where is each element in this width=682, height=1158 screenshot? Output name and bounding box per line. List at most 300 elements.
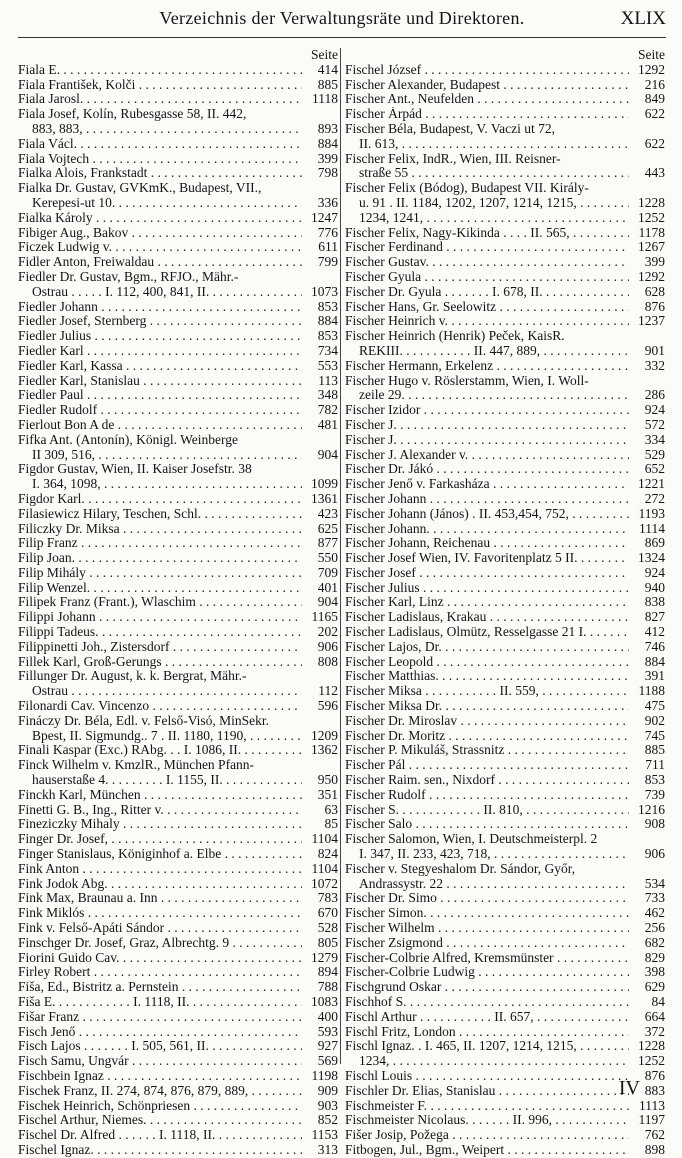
column-divider: [340, 48, 341, 1064]
entry-page: 906: [644, 847, 665, 862]
index-entry: [18, 1039, 338, 1054]
entry-page: 1073: [311, 284, 338, 299]
entry-page: 906: [317, 639, 338, 654]
entry-name: Fiša E. . . . . . . . . . . . I. 1118, II. . . .: [18, 995, 302, 1010]
entry-name: Fiala Václ. . . .: [18, 137, 302, 152]
entry-name: Fibiger Aug., Bakov . . .: [18, 226, 302, 241]
entry-page: 924: [644, 565, 665, 580]
entry-name: zeile 29. . . .: [359, 388, 629, 403]
entry-page: 903: [317, 1098, 338, 1113]
index-entry: [18, 566, 338, 581]
index-entry: [345, 300, 665, 315]
index-entry: [18, 877, 338, 892]
index-entry: [18, 107, 338, 122]
entry-name: Fischer Ladislaus, Krakau . . .: [345, 610, 629, 625]
index-entry: [18, 63, 338, 78]
index-entry: [18, 211, 338, 226]
entry-page: 884: [317, 136, 338, 151]
page-number: XLIX: [620, 8, 666, 29]
entry-page: 883: [644, 1083, 665, 1098]
entry-page: 414: [317, 62, 338, 77]
entry-name: I. 347, II. 233, 423, 718, . . .: [359, 847, 629, 862]
index-entry: [345, 1143, 665, 1158]
entry-page: 622: [644, 136, 665, 151]
index-entry: [345, 610, 665, 625]
entry-page: 622: [644, 107, 665, 122]
entry-page: 1188: [638, 684, 665, 699]
index-entry: [345, 63, 665, 78]
entry-name: Fink Jodok Abg. . . .: [18, 877, 302, 892]
entry-name: Fischel Ignaz. . . .: [18, 1143, 302, 1158]
entry-page: 1209: [311, 728, 338, 743]
index-entry: [345, 507, 665, 522]
seite-label-left: Seite: [311, 47, 338, 62]
entry-page: 924: [644, 403, 665, 418]
entry-page: 256: [644, 921, 665, 936]
entry-page: 829: [644, 950, 665, 965]
index-entry: [345, 107, 665, 122]
entry-name: Fischl Ignaz. . I. 465, II. 1207, 1214, 1215, . . .: [345, 1039, 629, 1054]
index-entry: [345, 743, 665, 758]
entry-page: 1324: [638, 551, 665, 566]
index-entry: [18, 1054, 338, 1069]
index-entry: [345, 152, 665, 167]
entry-page: 569: [317, 1054, 338, 1069]
index-entry: [345, 773, 665, 788]
entry-name: Fischer J. . . .: [345, 433, 629, 448]
index-entry: [345, 595, 665, 610]
entry-name: Ostrau . . .: [32, 684, 302, 699]
entry-page: 529: [644, 447, 665, 462]
entry-name: Filiczky Dr. Miksa . . .: [18, 522, 302, 537]
entry-name: Fischer Dr. Miroslav . . .: [345, 714, 629, 729]
entry-name: Fischer Salomon, Wien, I. Deutschmeisterpl. 2: [345, 832, 598, 847]
entry-name: Fiedler Julius . . .: [18, 329, 302, 344]
entry-page: 776: [317, 225, 338, 240]
index-entry: [18, 403, 338, 418]
entry-name: Fischer Árpád . . .: [345, 107, 629, 122]
entry-page: 1113: [639, 1098, 665, 1113]
entry-page: 909: [317, 1083, 338, 1098]
entry-page: 348: [317, 388, 338, 403]
entry-page: 1216: [638, 802, 665, 817]
index-entry: [18, 936, 338, 951]
entry-name: Fischer Lajos, Dr. . . .: [345, 640, 629, 655]
entry-name: Fischer Karl, Linz . . .: [345, 595, 629, 610]
entry-page: 908: [644, 817, 665, 832]
index-entry: [18, 122, 338, 137]
entry-name: Fischer Matthias. . . .: [345, 669, 629, 684]
entry-name: Fink Miklós . . .: [18, 906, 302, 921]
entry-page: 85: [324, 817, 338, 832]
entry-page: 950: [317, 773, 338, 788]
index-entry: [345, 1099, 665, 1114]
entry-name: Fischer Hermann, Erkelenz . . .: [345, 359, 629, 374]
entry-page: 398: [644, 965, 665, 980]
index-entry: [18, 374, 338, 389]
index-entry: [345, 832, 665, 847]
entry-name: Fiša, Ed., Bistritz a. Pernstein . . .: [18, 980, 302, 995]
entry-name: Fischl Arthur . . . . . . . . . . . II. 657, . . .: [345, 1010, 629, 1025]
index-entry: [345, 714, 665, 729]
entry-page: 762: [644, 1128, 665, 1143]
index-entry: [345, 122, 665, 137]
entry-name: Fiedler Karl, Kassa . . .: [18, 359, 302, 374]
entry-name: Fischel Dr. Alfred . . . . . . I. 1118, II. . . .: [18, 1128, 302, 1143]
index-entry: [18, 181, 338, 196]
entry-name: Finger Stanislaus, Königinhof a. Elbe . . .: [18, 847, 302, 862]
index-entry: [18, 270, 338, 285]
index-entry: [345, 625, 665, 640]
entry-page: 628: [644, 284, 665, 299]
index-entry: [345, 344, 665, 359]
entry-name: Fischer Julius . . .: [345, 581, 629, 596]
index-entry: [18, 729, 338, 744]
entry-name: Fischgrund Oskar . . .: [345, 980, 629, 995]
entry-page: 443: [644, 166, 665, 181]
index-entry: [345, 803, 665, 818]
entry-page: 1153: [311, 1128, 338, 1143]
entry-name: Fischer Johann. . . .: [345, 522, 629, 537]
index-entry: [18, 1025, 338, 1040]
entry-name: Fiala Josef, Kolín, Rubesgasse 58, II. 442,: [18, 107, 247, 122]
entry-page: 475: [644, 699, 665, 714]
index-entry: [345, 285, 665, 300]
entry-page: 711: [645, 758, 665, 773]
entry-name: Fischer Johann . . .: [345, 492, 629, 507]
entry-page: 400: [317, 1009, 338, 1024]
entry-page: 553: [317, 358, 338, 373]
entry-name: Filip Wenzel. . . .: [18, 581, 302, 596]
index-entry: [18, 1128, 338, 1143]
entry-name: Finckh Karl, München . . .: [18, 788, 302, 803]
index-entry: [345, 226, 665, 241]
entry-name: Fišer Josip, Požega . . .: [345, 1128, 629, 1143]
index-entry: [345, 980, 665, 995]
index-entry: [18, 462, 338, 477]
index-entry: [18, 522, 338, 537]
entry-name: Fiedler Karl, Stanislau . . .: [18, 374, 302, 389]
index-entry: [345, 891, 665, 906]
entry-page: 550: [317, 551, 338, 566]
index-entry: [345, 403, 665, 418]
index-entry: [18, 166, 338, 181]
entry-name: Fischek Heinrich, Schönpriesen . . .: [18, 1099, 302, 1114]
entry-page: 904: [317, 447, 338, 462]
entry-name: Fischer v. Stegyeshalom Dr. Sándor, Győr,: [345, 861, 576, 876]
entry-page: 869: [644, 536, 665, 551]
entry-name: Figdor Karl. . . .: [18, 492, 302, 507]
index-entry: [18, 995, 338, 1010]
entry-page: 893: [317, 121, 338, 136]
entry-page: 593: [317, 1024, 338, 1039]
index-entry: [18, 314, 338, 329]
index-entry: [18, 507, 338, 522]
index-entry: [345, 137, 665, 152]
index-entry: [18, 329, 338, 344]
entry-page: 902: [644, 713, 665, 728]
entry-page: 423: [317, 506, 338, 521]
index-entry: [18, 492, 338, 507]
entry-page: 84: [651, 995, 665, 1009]
entry-page: 745: [644, 728, 665, 743]
entry-name: Fink Anton . . .: [18, 862, 302, 877]
entry-page: 351: [317, 787, 338, 802]
entry-page: 1178: [638, 225, 665, 240]
entry-name: Fiedler Paul . . .: [18, 388, 302, 403]
entry-name: Kerepesi-ut 10. . . .: [32, 196, 302, 211]
index-entry: [345, 448, 665, 463]
entry-page: 670: [317, 906, 338, 921]
index-entry: [345, 433, 665, 448]
entry-name: Fischer Salo . . .: [345, 817, 629, 832]
entry-name: Fischer Ladislaus, Olmütz, Resselgasse 21 I. . . .: [345, 625, 629, 640]
entry-page: 1292: [638, 62, 665, 77]
entry-page: 412: [644, 625, 665, 640]
entry-page: 1114: [639, 521, 665, 536]
index-entry: [18, 921, 338, 936]
entry-page: 272: [644, 491, 665, 506]
entry-name: Fischer Ferdinand . . .: [345, 240, 629, 255]
entry-page: 1361: [311, 491, 338, 506]
index-entry: [345, 684, 665, 699]
index-entry: [345, 1010, 665, 1025]
entry-page: 596: [317, 699, 338, 714]
entry-name: Fischer Dr. Simo . . .: [345, 891, 629, 906]
entry-name: Fiedler Dr. Gustav, Bgm., RFJO., Mähr.-: [18, 269, 239, 284]
index-entry: [345, 1128, 665, 1143]
entry-name: Fischer Miksa . . . . . . . . . . . II. 559, . . .: [345, 684, 629, 699]
entry-name: Fialka Alois, Frankstadt . . .: [18, 166, 302, 181]
index-entry: [18, 655, 338, 670]
index-entry: [345, 729, 665, 744]
entry-page: 898: [644, 1142, 665, 1157]
entry-name: I. 364, 1098, . . .: [32, 477, 302, 492]
index-entry: [18, 625, 338, 640]
entry-name: Fischer Béla, Budapest, V. Vaczi ut 72,: [345, 121, 555, 136]
entry-name: Fischer Raim. sen., Nixdorf . . .: [345, 773, 629, 788]
entry-name: Fischer Johann (János) . II. 453,454, 752, . . .: [345, 507, 629, 522]
index-entry: [345, 314, 665, 329]
index-entry: [18, 669, 338, 684]
entry-page: 1267: [638, 240, 665, 255]
entry-page: 399: [644, 255, 665, 270]
entry-name: Fischmeister F. . . .: [345, 1099, 629, 1114]
entry-name: Fischbein Ignaz . . .: [18, 1069, 302, 1084]
index-entry: [18, 832, 338, 847]
entry-name: Fischer Dr. Jákó . . .: [345, 462, 629, 477]
entry-page: 940: [644, 580, 665, 595]
index-entry: [18, 536, 338, 551]
index-entry: [345, 78, 665, 93]
entry-page: 1228: [638, 195, 665, 210]
index-entry: [345, 211, 665, 226]
index-entry: [345, 788, 665, 803]
entry-page: 927: [317, 1039, 338, 1054]
index-entry: [18, 906, 338, 921]
entry-page: 572: [644, 417, 665, 432]
entry-page: 1104: [311, 861, 338, 876]
entry-name: Fitbogen, Jul., Bgm., Weipert . . .: [345, 1143, 629, 1158]
index-entry: [345, 669, 665, 684]
entry-page: 901: [644, 343, 665, 358]
index-entry: [18, 743, 338, 758]
index-entry: [18, 433, 338, 448]
entry-page: 1252: [638, 210, 665, 225]
entry-page: 1252: [638, 1054, 665, 1069]
entry-name: Fischer Felix (Bódog), Budapest VII. Király-: [345, 181, 589, 196]
entry-page: 391: [644, 669, 665, 684]
entry-page: 1165: [311, 610, 338, 625]
index-entry: [18, 388, 338, 403]
entry-name: Bpest, II. Sigmundg.. 7 . II. 1180, 1190, . . .: [32, 729, 302, 744]
entry-page: 853: [644, 773, 665, 788]
index-entry: [18, 300, 338, 315]
entry-name: Fischer Gyula . . .: [345, 270, 629, 285]
index-entry: [345, 566, 665, 581]
entry-page: 884: [644, 654, 665, 669]
entry-name: Fischer Simon. . . .: [345, 906, 629, 921]
entry-page: 1247: [311, 210, 338, 225]
entry-page: 401: [317, 580, 338, 595]
entry-page: 528: [317, 921, 338, 936]
entry-name: Fischer Pál . . .: [345, 758, 629, 773]
entry-name: Fischer P. Mikuláš, Strassnitz . . .: [345, 743, 629, 758]
entry-name: Fierlout Bon A de . . .: [18, 418, 302, 433]
entry-name: Fiala Jarosl. . . .: [18, 92, 302, 107]
entry-name: Filipek Franz (Frant.), Wlaschim . . .: [18, 595, 302, 610]
entry-name: Fialka Dr. Gustav, GVKmK., Budapest, VII.,: [18, 181, 262, 196]
index-entry: [18, 610, 338, 625]
entry-name: Fischer Wilhelm . . .: [345, 921, 629, 936]
entry-name: Fischl Louis . . .: [345, 1069, 629, 1084]
index-entry: [345, 1025, 665, 1040]
entry-name: 883, 883, . . .: [32, 122, 302, 137]
index-entry: [18, 803, 338, 818]
index-entry: [345, 374, 665, 389]
entry-name: hauserstaße 4. . . . . . . . . I. 1155, II. . . .: [32, 773, 302, 788]
index-entry: [18, 758, 338, 773]
entry-name: Finetti G. B., Ing., Ritter v. . . .: [18, 803, 302, 818]
index-entry: [345, 536, 665, 551]
entry-name: Fischer Rudolf . . .: [345, 788, 629, 803]
index-entry: [345, 581, 665, 596]
entry-page: 788: [317, 980, 338, 995]
entry-name: Fiedler Johann . . .: [18, 300, 302, 315]
entry-page: 709: [317, 565, 338, 580]
entry-page: 798: [317, 166, 338, 181]
index-entry: [18, 817, 338, 832]
entry-name: Firley Robert . . .: [18, 965, 302, 980]
entry-page: 462: [644, 906, 665, 921]
entry-page: 332: [644, 358, 665, 373]
index-entry: [345, 388, 665, 403]
index-entry: [18, 285, 338, 300]
entry-name: Fischer Josef . . .: [345, 566, 629, 581]
entry-page: 852: [317, 1113, 338, 1128]
index-entry: [345, 166, 665, 181]
index-entry: [345, 240, 665, 255]
entry-page: 313: [317, 1142, 338, 1157]
entry-page: 799: [317, 255, 338, 270]
entry-name: Fischer Johann, Reichenau . . .: [345, 536, 629, 551]
entry-name: Fischer Hans, Gr. Seelowitz . . .: [345, 300, 629, 315]
index-entry: [18, 359, 338, 374]
entry-name: Finschger Dr. Josef, Graz, Albrechtg. 9 . . .: [18, 936, 302, 951]
entry-page: 1118: [312, 92, 338, 107]
entry-page: 611: [318, 240, 338, 255]
entry-page: 372: [644, 1024, 665, 1039]
entry-page: 1083: [311, 995, 338, 1009]
index-entry: [18, 137, 338, 152]
entry-name: Fischer Izidor . . .: [345, 403, 629, 418]
entry-page: 1072: [311, 876, 338, 891]
entry-name: Fillek Karl, Groß-Gerungs . . .: [18, 655, 302, 670]
entry-page: 734: [317, 343, 338, 358]
entry-page: 113: [318, 373, 338, 388]
index-entry: [18, 714, 338, 729]
entry-name: Fischek Franz, II. 274, 874, 876, 879, 889, . . .: [18, 1084, 302, 1099]
entry-page: 534: [644, 876, 665, 891]
entry-page: 1362: [311, 743, 338, 758]
index-entry: [345, 1113, 665, 1128]
index-entry: [345, 1084, 665, 1099]
entry-name: Fiedler Rudolf . . .: [18, 403, 302, 418]
index-entry: [18, 418, 338, 433]
index-entry: [18, 1010, 338, 1025]
entry-page: 824: [317, 847, 338, 862]
index-entry: [345, 418, 665, 433]
entry-page: 625: [317, 521, 338, 536]
entry-page: 1198: [311, 1068, 338, 1083]
index-entry: [345, 492, 665, 507]
right-column: [345, 48, 665, 1158]
index-entry: [18, 92, 338, 107]
entry-page: 894: [317, 965, 338, 980]
entry-name: Filasiewicz Hilary, Teschen, Schl. . . .: [18, 507, 302, 522]
signature-mark: IV: [618, 1077, 640, 1099]
index-entry: [345, 699, 665, 714]
index-entry: [345, 270, 665, 285]
entry-name: Andrassystr. 22 . . .: [359, 877, 629, 892]
entry-name: Fischel József . . .: [345, 63, 629, 78]
entry-page: 334: [644, 432, 665, 447]
entry-name: Fifka Ant. (Antonín), Königl. Weinberge: [18, 432, 239, 447]
entry-page: 1099: [311, 477, 338, 492]
entry-name: Fischmeister Nicolaus. . . . . . . II. 996, . . .: [345, 1113, 629, 1128]
entry-page: 286: [644, 388, 665, 403]
entry-name: Filippi Tadeus. . . .: [18, 625, 302, 640]
index-entry: [345, 817, 665, 832]
index-entry: [18, 980, 338, 995]
index-entry: [18, 1143, 338, 1158]
entry-name: Fischer Heinrich v. . . .: [345, 314, 629, 329]
index-entry: [18, 847, 338, 862]
entry-name: Ficzek Ludwig v. . . .: [18, 240, 302, 255]
index-entry: [18, 773, 338, 788]
entry-name: Fischer Leopold . . .: [345, 655, 629, 670]
index-entry: [18, 581, 338, 596]
entry-page: 112: [318, 684, 338, 699]
entry-name: Fink v. Felső-Apáti Sándor . . .: [18, 921, 302, 936]
entry-page: 652: [644, 462, 665, 477]
index-entry: [18, 152, 338, 167]
entry-name: Fischer-Colbrie Ludwig . . .: [345, 965, 629, 980]
entry-page: 1292: [638, 269, 665, 284]
index-entry: [345, 255, 665, 270]
entry-page: 1279: [311, 950, 338, 965]
entry-page: 1221: [638, 477, 665, 492]
